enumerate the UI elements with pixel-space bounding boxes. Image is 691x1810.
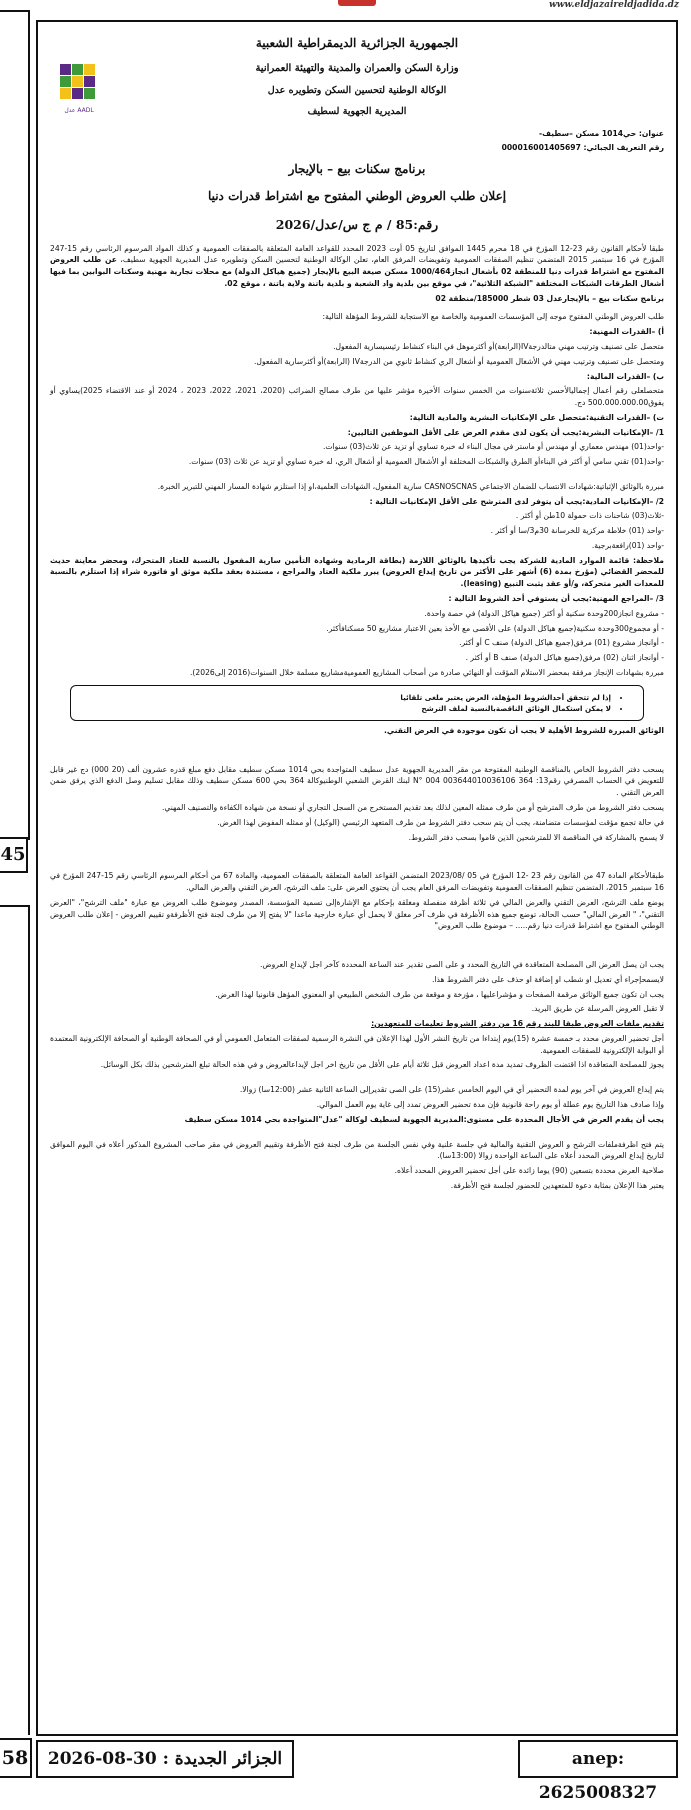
warning-box (70, 685, 644, 721)
neighbor-column-top (0, 10, 30, 840)
deadline-paragraph-7: صلاحية العرض محددة بتسعين (90) يوما زائدة على أجل تحضير العروض المحدد أعلاه. (394, 1166, 664, 1176)
deadline-paragraph-3: يتم إيداع العروض في آخر يوم لمدة التحضير أي في اليوم الخامس عشر(15) على الصى تقديرإلى الساعة الثانية عشر (12:00سا) زوالا. (239, 1085, 664, 1095)
aadl-logo (56, 62, 102, 118)
human-resources-title: 1/ –الإمكانيات البشرية:يجب أن يكون لدى مقدم العرض على الأقل الموظفين التاليين: (347, 427, 664, 437)
submission-paragraph-1: طبقالأحكام المادة 47 من القانون رقم 23 -12 المؤرخ في 05 /2023/08 المتضمن القواعد العامة المتعلقة بالصفقات العمومية، والمادة 67 من أحكام المرسوم الرئاسي رقم 15-247 المؤرخ في 16 سبتمبر 2015، المتضمن تنظيم الصفقات العمومية وتفويضات المرفق العام يجب أن يحتوي العرض على: ملف الترشح، العرض التقني والعرض المالي. (50, 871, 665, 893)
neighbor-page-number-bottom: 58 (0, 1738, 32, 1778)
intro-paragraph (50, 243, 664, 290)
reference-2: - أو مجموع300وحدة سكنية(جميع هياكل الدولة) على الأقصى مع الأخذ بعين الاعتبار مشاريع 50 مسكنافأكثر. (326, 623, 664, 633)
deadline-paragraph-1: أجل تحضير العروض محدد بـ خمسة عشرة (15)يوم إبتداءا من تاريخ النشر الأول لهذا الإعلان في النشرة الرسمية لصفقات المتعامل العمومي أو في الصحافة الوطنية أو الصحافة الإلكترونية المعتمدة أو البوابة الإلكترونية للصفقات العمومية. (50, 1033, 664, 1055)
deadline-title: تقديم ملفات العروض طبقا للبند رقم 16 من دفتر الشروط تعليمات للمتعهدين: (371, 1019, 664, 1029)
financial-capacity-1: متحصلعلى رقم أعمال إجماليالأحسن ثلاثةسنوات من الخمس سنوات الأخيرة مؤشر عليها من طرف مصالح الضرائب (2020، 2021، 2022، 2023 ، 2024 أو عند الاقتضاء 2025)يساوي أو يفوق500.000.000.00 دج. (50, 386, 664, 408)
masthead-red-tab (338, 0, 376, 6)
intro-text: طبقا لأحكام القانون رقم 23-12 المؤرخ في 18 محرم 1445 الموافق لتاريخ 05 أوت 2023 المحدد للقواعد العامة المتعلقة بالصفقات العمومية و كذلك المواد المرسوم الرئاسي رقم 15-247 المؤرخ في 16 سبتمبر 2015 المتضمن تنظيم الصفقات العمومية وتفويضات المرفق العام، تعلن الوكالة الوطنية لتحسين السكن وتطويره عدل المديرية الجهوية سطيف، (50, 243, 664, 265)
republic-title: الجمهورية الجزائرية الديمقراطية الشعبية (255, 36, 459, 50)
newspaper-date: الجزائر الجديدة : 30-08-2026 (36, 1740, 294, 1778)
withdraw-paragraph-3: في حالة تجمع مؤقت لمؤسسات متضامنة، يجب أن يتم سحب دفتر الشروط من طرف المتعهد الرئيسي (الوكيل) أو ممثله المفوض لهذا الغرض. (217, 817, 664, 827)
tender-title: إعلان طلب العروض الوطني المفتوح مع اشتراط قدرات دنيا (207, 188, 507, 203)
reference-number: رقم:85 / م ج س/عدل/2026 (275, 217, 439, 233)
professional-capacity-title: أ) –القدرات المهنية: (589, 327, 664, 337)
withdraw-paragraph-4: لا يسمح بالمشاركة في المناقصة الا للمترشحين الذين قاموا بسحب دفتر الشروط. (408, 832, 664, 842)
reference-3: - أوانجاز مشروع (01) مرفق(جميع هياكل الدولة) صنف C أو أكثر. (459, 638, 664, 648)
reference-1: - مشروع انجاز200وحدة سكنية أو أكثر (جميع هياكل الدولة) في حصة واحدة. (424, 608, 664, 618)
technical-capacity-title: ت) –القدرات التقنية:متحصل على الإمكانيات البشرية والمادية التالية: (409, 412, 664, 422)
rule-1: يجب ان يصل العرض الى المصلحة المتعاقدة في التاريخ المحدد و على الصى تقدير عند الساعة المحددة كآخر اجل لإيداع العروض. (260, 960, 664, 970)
rule-3: يجب ان تكون جميع الوثائق مرقمة الصفحات و مؤشراعليها ، مؤرخة و موقعة من طرف الشخص الطبيعي او المعنوي المؤهل قانونيا لهذا الغرض. (215, 989, 664, 999)
rule-4: لا تقبل العروض المرسلة عن طريق البريد. (531, 1004, 664, 1014)
submission-paragraph-2: يوضع ملف الترشح، العرض التقني والعرض المالي في ثلاثة أظرفة منفصلة ومغلقة بإحكام مع الإشارةإلى تسمية المؤسسة، المصدر وموضوع طلب العروض مع عبارة "ملف الترشح"، "العرض التقني"، " العرض المالي" حسب الحالة، توضع جميع هذه الأظرفة في ظرف آخر مغلق لا يحمل أي عبارة خارجية ماعدا "لا يفتح إلا من طرف لجنة فتح الأظرفةو تقييم العروض - إعلان طلب العروض الوطني المفتوح مع اشتراط قدرات دنيا رقم..... – موضوع طلب العروض" (50, 897, 664, 931)
professional-capacity-2: ومتحصل على تصنيف وترتيب مهني في الأشغال العمومية أو أشغال الري كنشاط ثانوي من الدرجةIV (الرابعة)أو أكثرسارية المفعول. (254, 356, 664, 366)
intro-bold-text: عن طلب العروض المفتوح مع اشتراط قدرات دنيا للمنطقة 02 بأشغال انجاز1000/464 مسكن صيغة البيع بالإيجار (جميع هياكل الدولة) مع محلات تجارية مهنية وسكنات البوابين بما فيها أشغال الطرقات الشبكات المختلفة "الشبكة الثلاثية"، في موقع بين بلدية واد الشعبة و بلدية باتنة ولاية باتنة ، موقع 02. (50, 255, 664, 288)
neighbor-page-number-top: 45 (0, 837, 28, 873)
deadline-paragraph-6: يتم فتح اظرفةملفات الترشح و العروض التقنية والمالية في جلسة علنية وفي نفس الجلسة من طرف لجنة فتح الأظرفة وتقييم العروض في مقر صاحب المشروع المذكور أعلاه في اليوم الموافق لتاريخ إيداع العروض المحدد أعلاه على الساعة الواحدة زوالا (13:00سا). (50, 1139, 664, 1161)
material-note: ملاحظة: قائمة الموارد المادية للشركة يجب تأكيدها بالوثائق اللازمة (بطاقة الرمادية وشهادة التأمين سارية المفعول بالنسبة للعتاد المتحرك، ومحضر معاينة حديث للمحضر القضائي (مؤرخ بمدة (6) أشهر على الأكثر من تاريخ إيداع العروض) يبرر ملكية العتاد والمراجع ، مستندة بعقد ملكية موثق او فاتورة شراء إذا استلزم بالنسبة للمعدات الغير متحركة، و/أو عقد يثبت التبيع (leasing). (50, 555, 664, 589)
masthead-url: www.eldjazaireldjadida.dz (549, 0, 679, 10)
human-resource-2: -واحد(01) تقني سامي أو أكثر في البناءأو الطرق والشبكات المختلفة أو الأشغال العمومية أو أشغال الري، له خبرة تساوي أو تزيد عن ثلاث (03) سنوات. (188, 457, 664, 467)
neighbor-column-bottom (0, 905, 30, 1735)
agency-title: الوكالة الوطنية لتحسين السكن وتطويره عدل (267, 85, 447, 97)
deadline-paragraph-8: يعتبر هذا الإعلان بمثابة دعوة للمتعهدين للحضور لجلسة فتح الأظرفة. (450, 1180, 664, 1190)
human-resources-proof: مبررة بالوثائق الإثباتية:شهادات الانتساب للضمان الاجتماعي CASNOSCNAS سارية المفعول، الشهادات العلمية،او إذا استلزم شهادة المسار المهني للتبرير الخبرة. (157, 481, 664, 491)
human-resource-1: -واحد(01) مهندس معماري أو مهندس أو ماستر في مجال البناء له خبرة تساوي أو تزيد عن ثلاث(03) سنوات. (322, 442, 664, 452)
withdraw-paragraph-1: يسحب دفتر الشروط الخاص بالمناقصة الوطنية المفتوحة من مقر المديرية الجهوية عدل سطيف المتواجدة بحي 1014 مسكن سطيف مقابل دفع مبلغ قدره عشرون ألف (20 000) دج غير قابل للتعويض في الحساب المصرفي رقم13: N° 004 003644010036106 364 لبنك القرض الشعبي الوطنيوكالة 364 بحي 600 مسكن سطيف وذلك مقابل تسليم وصل الدفع الذي يرفق ضمن العرض التقني . (50, 764, 664, 798)
reference-4: - أوانجاز اثنان (02) مرفق(جميع هياكل الدولة) صنف B أو أكثر . (465, 653, 664, 663)
tax-id-line: رقم التعريف الجبائي: 000016001405697 (501, 143, 664, 153)
material-resource-3: -واحد (01)رافعةبرجية. (591, 540, 664, 550)
material-resource-2: -واحد (01) خلاطة مركزية للخرسانة 30م3/سا أو أكثر . (490, 526, 664, 536)
material-resource-1: -ثلاث(03) شاحنات ذات حمولة 10طن أو أكثر . (515, 511, 664, 521)
financial-capacity-title: ب) –القدرات المالية: (586, 371, 664, 381)
program-title: برنامج سكنات بيع – بالإيجار (288, 162, 426, 177)
footer (36, 1740, 678, 1803)
program-line: برنامج سكنات بيع – بالإيجارعدل 03 شطر 185000/منطقة 02 (435, 293, 664, 303)
deadline-paragraph-4: وإذا صادف هذا التاريخ يوم عطلة أو يوم راحة قانونية فإن مدة تحضير العروض تمدد إلى غاية يوم العمل الموالي. (316, 1099, 664, 1109)
svg-text:AADL عدل: AADL عدل (64, 107, 94, 114)
tender-notice (36, 20, 678, 1736)
open-to-line: طلب العروض الوطني المفتوح موجه إلى المؤسسات العمومية والخاصة مع الاستجابة للشروط المؤهلة التالية: (322, 312, 664, 322)
masthead-fragment (0, 0, 691, 14)
ministry-title: وزارة السكن والعمران والمدينة والتهيئة العمرانية (255, 62, 459, 74)
aadl-logo-icon (56, 62, 102, 118)
references-title: 3/ –المراجع المهنية:يجب أن يستوفي أحد الشروط التالية : (448, 594, 664, 603)
directorate-title: المديرية الجهوية لسطيف (307, 105, 407, 117)
rule-2: لايسمحإجراء أي تعديل او شطب او إضافة او حذف على دفتر الشروط هذا. (432, 974, 664, 984)
withdraw-paragraph-2: يسحب دفتر الشروط من طرف المترشح أو من طرف ممثله المعين لذلك بعد تقديم المستخرج من السجل التجاري أو نسخة من شهادة الكفاءة والتصنيف المهني. (162, 802, 664, 812)
anep-number: anep: 2625008327 (518, 1740, 678, 1778)
address-line: عنوان: حي1014 مسكن –سطيف- (538, 128, 664, 138)
material-resources-title: 2/ –الإمكانيات المادية:يجب أن يتوفر لدى المترشح على الأقل الإمكانيات التالية : (369, 496, 664, 506)
warning-2: • لا يمكن استكمال الوثائق الناقصةبالنسبة لملف الترشح (89, 703, 611, 714)
references-proof: مبررة بشهادات الإنجاز مرفقة بمحضر الاستلام المؤقت أو النهائي صادرة من أصحاب المشاريع العموميةمشاريع مسلمة خلال السنوات(2016 إلى2026). (190, 667, 664, 677)
deadline-paragraph-5: يجب أن يقدم العرض في الأجال المحددة على مستوى:المديرية الجهوية لسطيف لوكالة "عدل"المتواجدة بحي 1014 مسكن سطيف (184, 1114, 664, 1124)
deadline-paragraph-2: يجوز للمصلحة المتعاقدة اذا اقتضت الظروف تمديد مدة اعداد العروض قبل ثلاثة أيام على الأقل من تاريخ اخر اجل لإيداعالعروض و في هذه الحالة تبلغ المترشحين بذلك بكل الوسائل. (100, 1060, 664, 1070)
warning-1: • إذا لم تتحقق أحدالشروط المؤهلة، العرض يعتبر ملغى تلقائيا (89, 692, 611, 703)
professional-capacity-1: متحصل على تصنيف وترتيب مهني متالدرجةIV(الرابعة)أو أكثرموهل في البناء كنشاط رئيسيسارية المفعول. (333, 341, 664, 351)
eligibility-docs-note: الوثائق المبررة للشروط الأهلية لا يجب أن تكون موجودة في العرض التقني. (384, 725, 664, 735)
